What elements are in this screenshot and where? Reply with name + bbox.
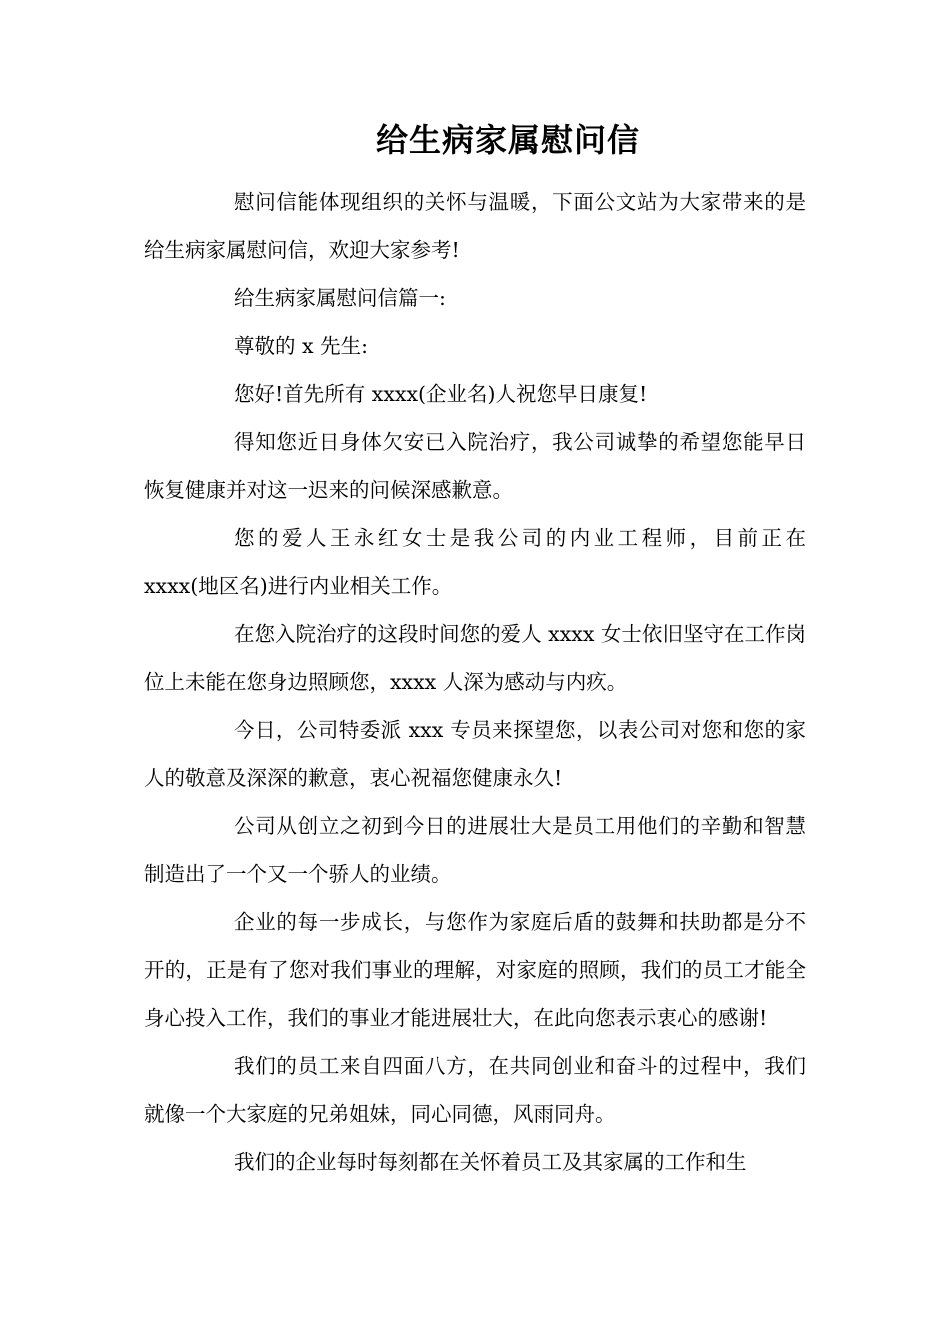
paragraph: 公司从创立之初到今日的进展壮大是员工用他们的辛勤和智慧制造出了一个又一个骄人的业绩。 [144, 814, 806, 886]
paragraph: 在您入院治疗的这段时间您的爱人 xxxx 女士依旧坚守在工作岗位上未能在您身边照顾您，xxxx 人深为感动与内疚。 [144, 622, 806, 694]
paragraph: 给生病家属慰问信篇一: [234, 286, 446, 310]
paragraph: 今日，公司特委派 xxx 专员来探望您，以表公司对您和您的家人的敬意及深深的歉意，衷心祝福您健康永久! [144, 718, 806, 790]
document-body [144, 178, 806, 1186]
paragraph: 得知您近日身体欠安已入院治疗，我公司诚挚的希望您能早日恢复健康并对这一迟来的问候深感歉意。 [144, 430, 806, 502]
document-title: 给生病家属慰问信 [375, 121, 640, 159]
paragraph: 您好!首先所有 xxxx(企业名)人祝您早日康复! [234, 382, 648, 406]
paragraph: 慰问信能体现组织的关怀与温暖，下面公文站为大家带来的是给生病家属慰问信，欢迎大家参考! [144, 190, 806, 262]
paragraph: 企业的每一步成长，与您作为家庭后盾的鼓舞和扶助都是分不开的，正是有了您对我们事业的理解，对家庭的照顾，我们的员工才能全身心投入工作，我们的事业才能进展壮大，在此向您表示衷心的感谢! [144, 910, 806, 1030]
paragraph: 您的爱人王永红女士是我公司的内业工程师，目前正在 xxxx(地区名)进行内业相关工作。 [144, 526, 806, 598]
paragraph: 尊敬的 x 先生: [234, 334, 369, 358]
paragraph: 我们的员工来自四面八方，在共同创业和奋斗的过程中，我们就像一个大家庭的兄弟姐妹，同心同德，风雨同舟。 [144, 1054, 806, 1126]
paragraph: 我们的企业每时每刻都在关怀着员工及其家属的工作和生 [234, 1150, 747, 1174]
